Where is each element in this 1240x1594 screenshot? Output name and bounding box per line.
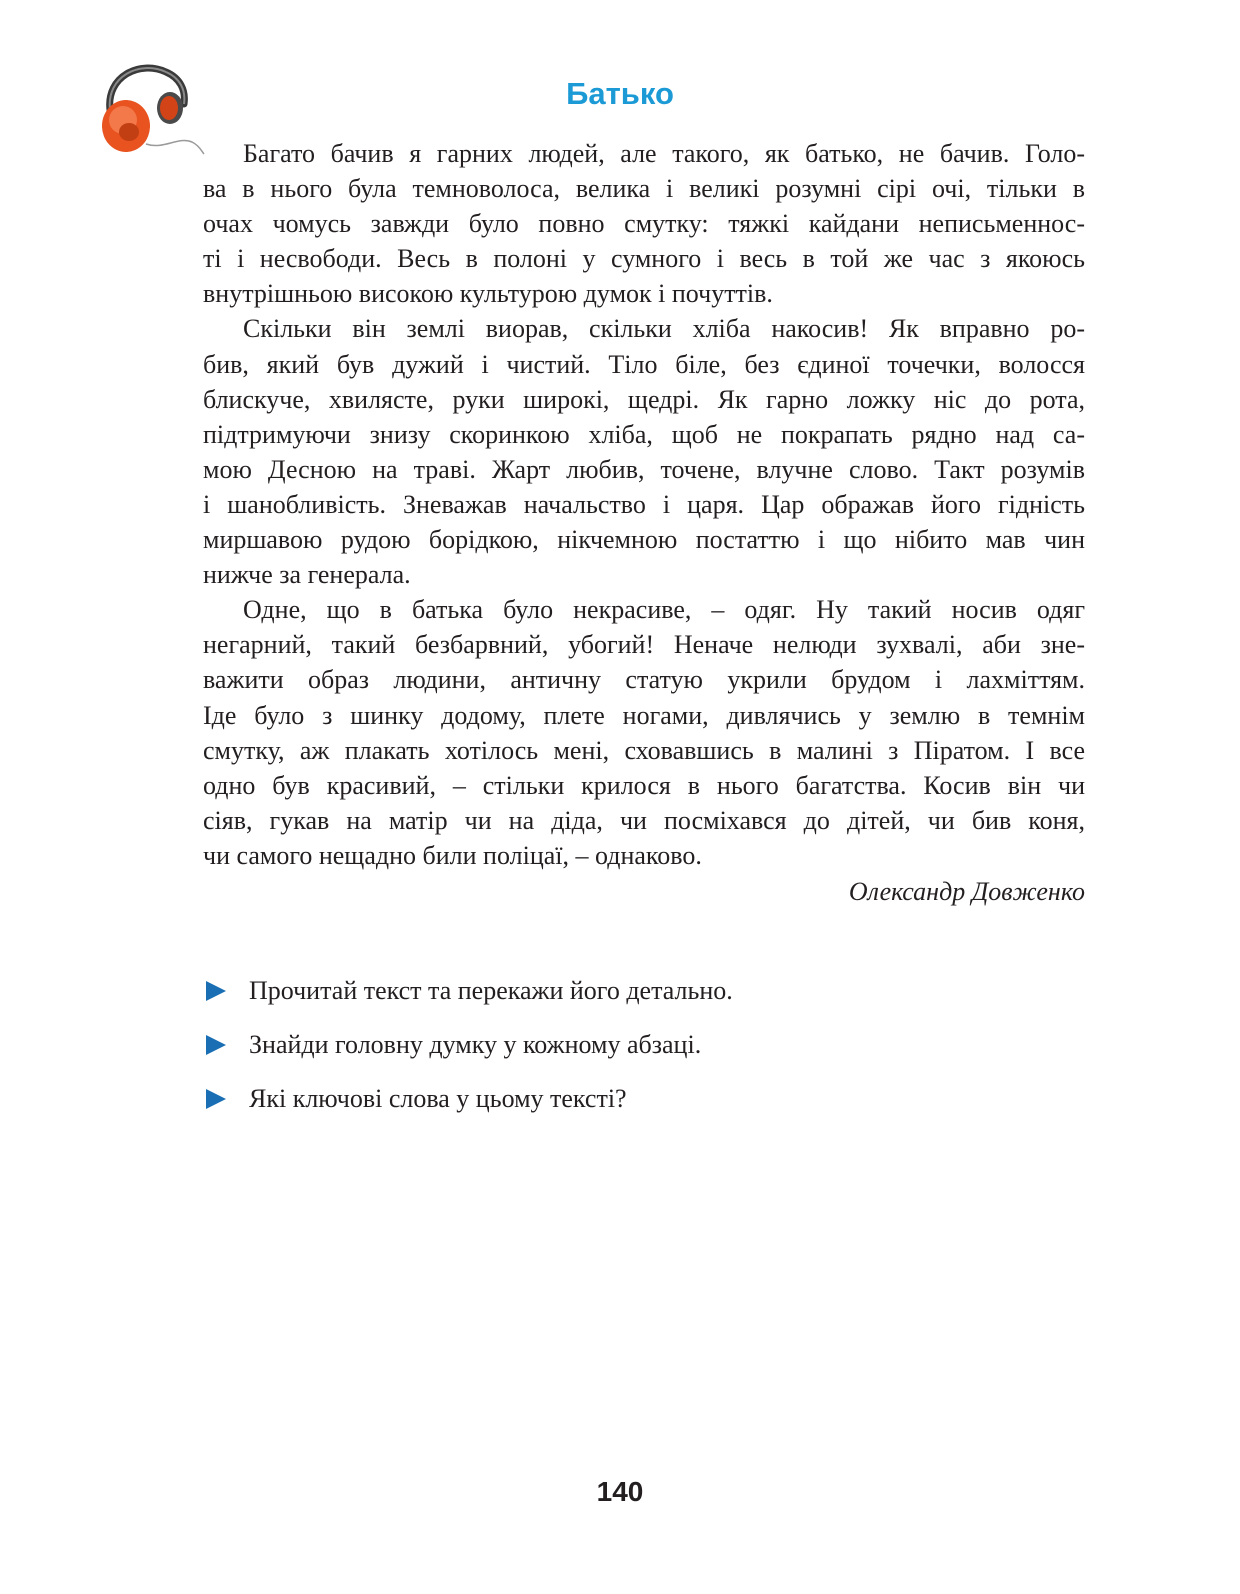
text-line: Іде було з шинку додому, плете ногами, дивлячись у землю в темнім [203,700,1085,730]
text-line: чи самого нещадно били поліцаї, – однаково. [203,840,702,870]
text-line: важити образ людини, античну статую укрили брудом і лахміттям. [203,665,1085,695]
task-item [203,1018,1085,1072]
task-text: Знайди головну думку у кожному абзаці. [249,1030,702,1059]
text-line: ва в нього була темноволоса, велика і великі розумні сірі очі, тільки в [203,174,1085,204]
text-line: мою Десною на траві. Жарт любив, точене, влучне слово. Такт розумів [203,454,1085,484]
paragraph-2 [203,311,1085,592]
text-line: блискуче, хвилясте, руки широкі, щедрі. Як гарно ложку ніс до рота, [203,384,1085,414]
text-line: Скільки він землі виорав, скільки хліба накосив! Як вправно ро- [243,314,1085,344]
author-signature: Олександр Довженко [848,876,1085,906]
task-item [203,1072,1085,1126]
text-line: очах чомусь завжди було повно смутку: тяжкі кайдани неписьменнос- [203,209,1085,239]
text-line: нижче за генерала. [203,560,411,590]
text-line: бив, який був дужий і чистий. Тіло біле, без єдиної точечки, волосся [203,349,1085,379]
story-text [203,136,1085,909]
text-line: негарний, такий безбарвний, убогий! Неначе нелюди зухвалі, аби зне- [203,630,1085,660]
text-line: і шанобливість. Зневажав начальство і царя. Цар ображав його гідність [203,489,1085,519]
text-line: сіяв, гукав на матір чи на діда, чи посміхався до дітей, чи бив коня, [203,805,1085,835]
triangle-right-icon [206,981,226,1001]
text-line: підтримуючи знизу скоринкою хліба, щоб не покрапать рядно над са- [203,419,1085,449]
text-line: миршавою рудою борідкою, нікчемною постаттю і що нібито мав чин [203,525,1085,555]
paragraph-3 [203,592,1085,873]
text-line: одно був красивий, – стільки крилося в нього багатства. Косив він чи [203,770,1085,800]
text-line: внутрішньою високою культурою думок і почуттів. [203,279,773,309]
text-line: смутку, аж плакать хотілось мені, сховавшись в малині з Піратом. І все [203,735,1085,765]
triangle-right-icon [206,1089,226,1109]
page-number: 140 [596,1476,644,1507]
task-text: Прочитай текст та перекажи його детально. [249,976,733,1005]
paragraph-1 [203,136,1085,311]
page-title: Батько [566,76,674,111]
task-text: Які ключові слова у цьому тексті? [249,1084,627,1113]
task-item [203,964,1085,1018]
triangle-right-icon [206,1035,226,1055]
text-line: Одне, що в батька було некрасиве, – одяг. Ну такий носив одяг [243,595,1085,625]
task-list [203,964,1085,1126]
text-line: Багато бачив я гарних людей, але такого, як батько, не бачив. Голо- [243,139,1085,168]
text-line: ті і несвободи. Весь в полоні у сумного і весь в той же час з якоюсь [203,244,1085,274]
